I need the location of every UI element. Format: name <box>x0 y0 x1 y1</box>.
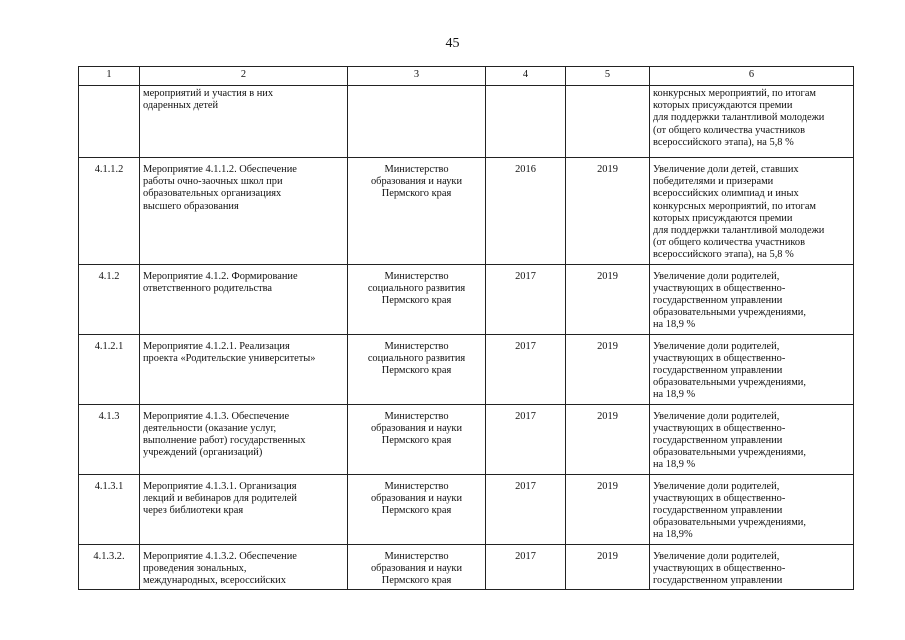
expected-result-cell: Увеличение доли родителей, участвующих в общественно- государственном управлении образовательными учреждениями, на 18,9 % <box>650 334 854 404</box>
activity-name-cell: Мероприятие 4.1.2.1. Реализация проекта «Родительские университеты» <box>140 334 348 404</box>
activity-name-cell: мероприятий и участия в них одаренных детей <box>140 86 348 158</box>
row-code-cell: 4.1.1.2 <box>79 158 140 265</box>
expected-result-cell: Увеличение доли родителей, участвующих в общественно- государственном управлении образовательными учреждениями, на 18,9% <box>650 474 854 544</box>
start-year-cell: 2017 <box>486 474 566 544</box>
start-year-cell: 2016 <box>486 158 566 265</box>
activity-name-cell: Мероприятие 4.1.3.1. Организация лекций и вебинаров для родителей через библиотеки края <box>140 474 348 544</box>
row-code-cell: 4.1.3.2. <box>79 544 140 590</box>
executor-cell: Министерство образования и науки Пермского края <box>348 404 486 474</box>
executor-cell: Министерство социального развития Пермского края <box>348 264 486 334</box>
header-cell: 1 <box>79 67 140 86</box>
table-row <box>79 404 854 474</box>
table-row <box>79 264 854 334</box>
activity-name-cell: Мероприятие 4.1.2. Формирование ответственного родительства <box>140 264 348 334</box>
executor-cell: Министерство социального развития Пермского края <box>348 334 486 404</box>
table-row <box>79 86 854 158</box>
executor-cell: Министерство образования и науки Пермского края <box>348 474 486 544</box>
row-code-cell: 4.1.2 <box>79 264 140 334</box>
end-year-cell: 2019 <box>566 544 650 590</box>
executor-cell: Министерство образования и науки Пермского края <box>348 158 486 265</box>
start-year-cell: 2017 <box>486 544 566 590</box>
executor-cell: Министерство образования и науки Пермского края <box>348 544 486 590</box>
header-cell: 4 <box>486 67 566 86</box>
expected-result-cell: Увеличение доли родителей, участвующих в общественно- государственном управлении образовательными учреждениями, на 18,9 % <box>650 264 854 334</box>
table-row <box>79 334 854 404</box>
activity-name-cell: Мероприятие 4.1.3. Обеспечение деятельности (оказание услуг, выполнение работ) государственных учреждений (организаций) <box>140 404 348 474</box>
end-year-cell: 2019 <box>566 474 650 544</box>
table-row <box>79 158 854 265</box>
start-year-cell: 2017 <box>486 264 566 334</box>
row-code-cell <box>79 86 140 158</box>
activity-name-cell: Мероприятие 4.1.3.2. Обеспечение проведения зональных, международных, всероссийских <box>140 544 348 590</box>
end-year-cell: 2019 <box>566 158 650 265</box>
end-year-cell: 2019 <box>566 264 650 334</box>
end-year-cell: 2019 <box>566 404 650 474</box>
header-cell: 6 <box>650 67 854 86</box>
activity-name-cell: Мероприятие 4.1.1.2. Обеспечение работы очно-заочных школ при образовательных организациях высшего образования <box>140 158 348 265</box>
header-cell: 5 <box>566 67 650 86</box>
executor-cell <box>348 86 486 158</box>
expected-result-cell: Увеличение доли родителей, участвующих в общественно- государственном управлении <box>650 544 854 590</box>
expected-result-cell: Увеличение доли детей, ставших победителями и призерами всероссийских олимпиад и иных конкурсных мероприятий, по итогам которых присуждаются премии для поддержки талантливой молодежи (от общего количества участников всероссийского этапа), на 5,8 % <box>650 158 854 265</box>
end-year-cell <box>566 86 650 158</box>
table-row <box>79 474 854 544</box>
end-year-cell: 2019 <box>566 334 650 404</box>
table-header-row <box>79 67 854 86</box>
program-activities-table <box>78 66 854 590</box>
start-year-cell: 2017 <box>486 334 566 404</box>
expected-result-cell: Увеличение доли родителей, участвующих в общественно- государственном управлении образовательными учреждениями, на 18,9 % <box>650 404 854 474</box>
row-code-cell: 4.1.3 <box>79 404 140 474</box>
row-code-cell: 4.1.3.1 <box>79 474 140 544</box>
start-year-cell <box>486 86 566 158</box>
page-number: 45 <box>445 36 460 51</box>
header-cell: 2 <box>140 67 348 86</box>
start-year-cell: 2017 <box>486 404 566 474</box>
table-row <box>79 544 854 590</box>
row-code-cell: 4.1.2.1 <box>79 334 140 404</box>
header-cell: 3 <box>348 67 486 86</box>
expected-result-cell: конкурсных мероприятий, по итогам которых присуждаются премии для поддержки талантливой молодежи (от общего количества участников всероссийского этапа), на 5,8 % <box>650 86 854 158</box>
